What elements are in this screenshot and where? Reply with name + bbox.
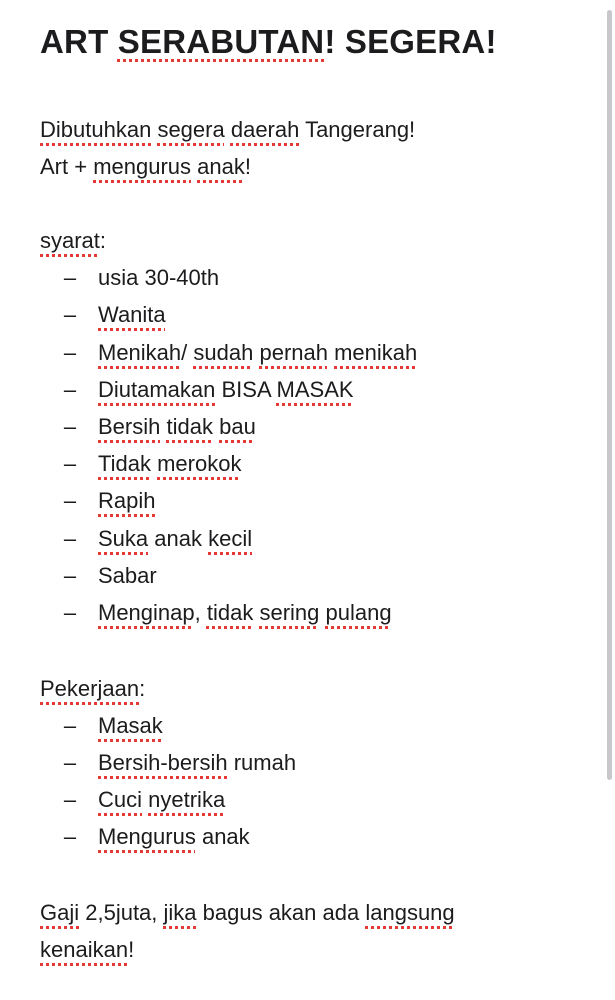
word: 2,5juta, <box>79 900 164 925</box>
dash-bullet: – <box>63 526 77 551</box>
word: mengurus <box>93 154 192 179</box>
vertical-scrollbar[interactable] <box>607 10 612 780</box>
dash-bullet: – <box>63 451 77 476</box>
dash-bullet: – <box>63 302 77 327</box>
word: Diutamakan <box>98 377 216 402</box>
word: bau <box>219 414 256 439</box>
word: pernah <box>259 340 328 365</box>
word: Suka <box>98 526 149 551</box>
list-item-text <box>98 375 354 405</box>
word: Gaji <box>40 900 80 925</box>
word: sudah <box>193 340 254 365</box>
word: Bersih <box>98 414 161 439</box>
page-title <box>40 22 497 62</box>
dash-bullet: – <box>63 750 77 775</box>
word: langsung <box>365 900 455 925</box>
word: kenaikan <box>40 937 129 962</box>
word: rumah <box>227 750 297 775</box>
title-part: SERABUTAN <box>117 23 325 60</box>
word: pulang <box>325 600 392 625</box>
word: Bersih-bersih <box>98 750 228 775</box>
word: daerah <box>230 117 300 142</box>
word: Wanita <box>98 302 166 327</box>
list-item-text <box>98 822 250 852</box>
list-item-text <box>98 785 225 815</box>
word: anak <box>148 526 209 551</box>
intro-line-2 <box>40 152 251 182</box>
dash-bullet: – <box>63 787 77 812</box>
word: tidak <box>206 600 254 625</box>
word: jika <box>163 900 197 925</box>
word: merokok <box>157 451 242 476</box>
intro-line-1 <box>40 115 415 145</box>
dash-bullet: – <box>63 713 77 738</box>
word: Cuci <box>98 787 143 812</box>
gaji-line-1 <box>40 898 455 928</box>
dash-bullet: – <box>63 824 77 849</box>
word: Menikah <box>98 340 182 365</box>
word: nyetrika <box>148 787 226 812</box>
word: anak <box>195 824 250 849</box>
dash-bullet: – <box>63 265 77 290</box>
word: ! <box>244 154 251 179</box>
word: MASAK <box>276 377 354 402</box>
dash-bullet: – <box>63 488 77 513</box>
word: bagus akan ada <box>196 900 366 925</box>
word: Mengurus <box>98 824 196 849</box>
list-item-text <box>98 300 166 330</box>
word: Tidak <box>98 451 151 476</box>
word: menikah <box>334 340 418 365</box>
list-item-text <box>98 486 155 516</box>
word: Rapih <box>98 488 156 513</box>
syarat-heading <box>40 226 106 256</box>
word: syarat <box>40 228 100 253</box>
list-item-text <box>98 748 296 778</box>
list-item-text <box>98 263 219 293</box>
dash-bullet: – <box>63 340 77 365</box>
gaji-line-2 <box>40 935 134 965</box>
word: usia 30-40th <box>98 265 220 290</box>
dash-bullet: – <box>63 414 77 439</box>
word: : <box>99 228 107 253</box>
dash-bullet: – <box>63 563 77 588</box>
word: anak <box>197 154 245 179</box>
word: BISA <box>215 377 277 402</box>
list-item-text <box>98 524 252 554</box>
word: sering <box>259 600 320 625</box>
word: Tangerang! <box>299 117 416 142</box>
word: tidak <box>166 414 213 439</box>
word: Art + <box>40 154 94 179</box>
word: ! <box>128 937 135 962</box>
list-item-text <box>98 338 417 368</box>
dash-bullet: – <box>63 377 77 402</box>
word: Masak <box>98 713 163 738</box>
word: Pekerjaan <box>40 676 140 701</box>
word: / <box>181 340 194 365</box>
list-item-text <box>98 561 157 591</box>
word: segera <box>157 117 225 142</box>
pekerjaan-heading <box>40 674 145 704</box>
list-item-text <box>98 598 392 628</box>
title-part: ART <box>40 23 118 60</box>
title-part: ! SEGERA! <box>324 23 497 60</box>
word: Sabar <box>98 563 157 588</box>
list-item-text <box>98 449 241 479</box>
word: : <box>139 676 146 701</box>
list-item-text <box>98 412 256 442</box>
word: Dibutuhkan <box>40 117 152 142</box>
word: kecil <box>208 526 253 551</box>
list-item-text <box>98 711 163 741</box>
word: , <box>194 600 207 625</box>
dash-bullet: – <box>63 600 77 625</box>
word: Menginap <box>98 600 195 625</box>
